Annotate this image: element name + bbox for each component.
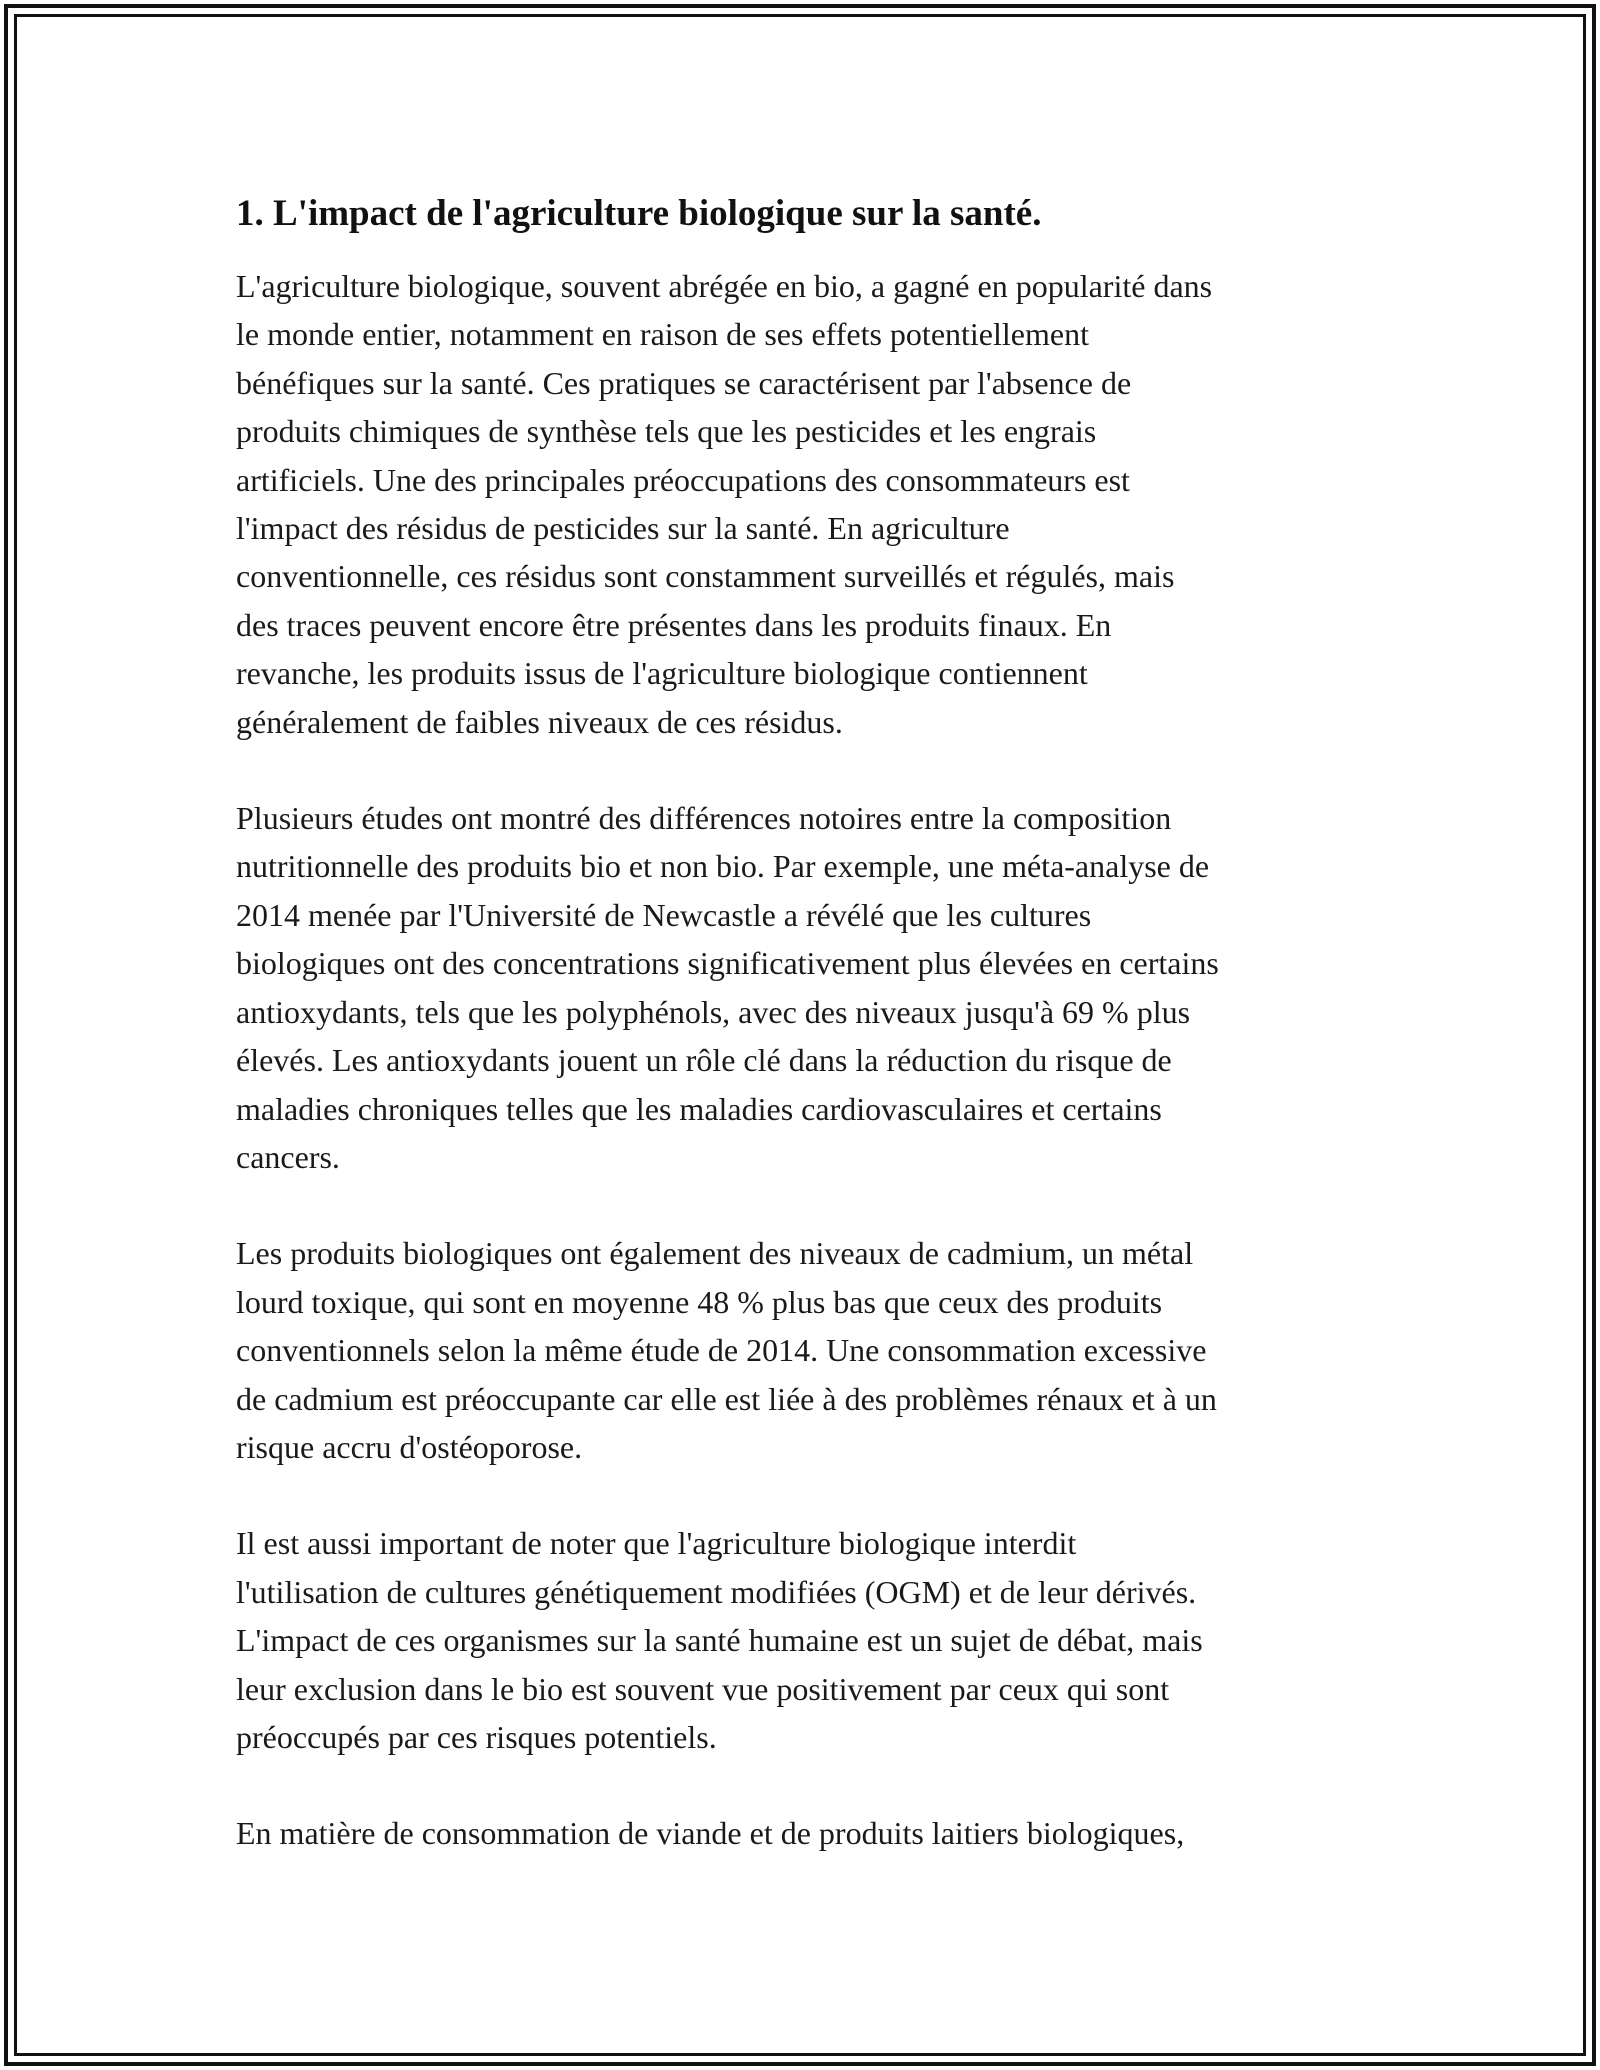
paragraph-line: En matière de consommation de viande et de produits laitiers biologiques, [236, 1815, 1185, 1852]
paragraph-line: préoccupés par ces risques potentiels. [236, 1718, 717, 1755]
paragraph-line: nutritionnelle des produits bio et non bio. Par exemple, une méta-analyse de [236, 848, 1210, 885]
paragraph-cadmium [236, 1229, 1376, 1471]
paragraph-line: élevés. Les antioxydants jouent un rôle clé dans la réduction du risque de [236, 1042, 1172, 1079]
paragraph-line: revanche, les produits issus de l'agriculture biologique contiennent [236, 655, 1088, 692]
paragraph-line: artificiels. Une des principales préoccupations des consommateurs est [236, 461, 1130, 498]
paragraph-line: produits chimiques de synthèse tels que les pesticides et les engrais [236, 413, 1097, 450]
document-body [236, 188, 1376, 1906]
paragraph-line: L'agriculture biologique, souvent abrégée en bio, a gagné en popularité dans [236, 268, 1213, 304]
paragraph-line: cancers. [236, 1138, 340, 1175]
paragraph-line: conventionnels selon la même étude de 2014. Une consommation excessive [236, 1332, 1207, 1369]
paragraph-line: de cadmium est préoccupante car elle est liée à des problèmes rénaux et à un [236, 1380, 1217, 1417]
paragraph-meat-dairy [236, 1809, 1376, 1857]
paragraph-line: Plusieurs études ont montré des différences notoires entre la composition [236, 800, 1172, 837]
paragraph-line: L'impact de ces organismes sur la santé humaine est un sujet de débat, mais [236, 1622, 1203, 1659]
paragraph-gmo [236, 1519, 1376, 1761]
paragraph-line: 2014 menée par l'Université de Newcastle a révélé que les cultures [236, 896, 1092, 933]
paragraph-line: l'impact des résidus de pesticides sur la santé. En agriculture [236, 510, 1010, 547]
paragraph-line: des traces peuvent encore être présentes dans les produits finaux. En [236, 606, 1112, 643]
paragraph-organic-intro [236, 262, 1376, 746]
paragraph-line: biologiques ont des concentrations significativement plus élevées en certains [236, 945, 1219, 982]
paragraph-line: bénéfiques sur la santé. Ces pratiques se caractérisent par l'absence de [236, 364, 1132, 401]
paragraph-line: Il est aussi important de noter que l'agriculture biologique interdit [236, 1525, 1077, 1562]
section-heading: 1. L'impact de l'agriculture biologique sur la santé. [236, 193, 1042, 234]
paragraph-line: le monde entier, notamment en raison de ses effets potentiellement [236, 316, 1089, 353]
paragraph-line: lourd toxique, qui sont en moyenne 48 % plus bas que ceux des produits [236, 1283, 1163, 1320]
paragraph-line: Les produits biologiques ont également des niveaux de cadmium, un métal [236, 1235, 1194, 1272]
paragraph-line: antioxydants, tels que les polyphénols, avec des niveaux jusqu'à 69 % plus [236, 993, 1191, 1030]
paragraph-line: généralement de faibles niveaux de ces résidus. [236, 703, 843, 740]
paragraph-nutrition-studies [236, 794, 1376, 1181]
paragraph-line: maladies chroniques telles que les maladies cardiovasculaires et certains [236, 1090, 1162, 1127]
paragraph-line: conventionnelle, ces résidus sont constamment surveillés et régulés, mais [236, 558, 1175, 595]
paragraph-line: l'utilisation de cultures génétiquement modifiées (OGM) et de leur dérivés. [236, 1573, 1197, 1610]
paragraph-line: risque accru d'ostéoporose. [236, 1428, 583, 1465]
paragraph-line: leur exclusion dans le bio est souvent vue positivement par ceux qui sont [236, 1670, 1170, 1707]
